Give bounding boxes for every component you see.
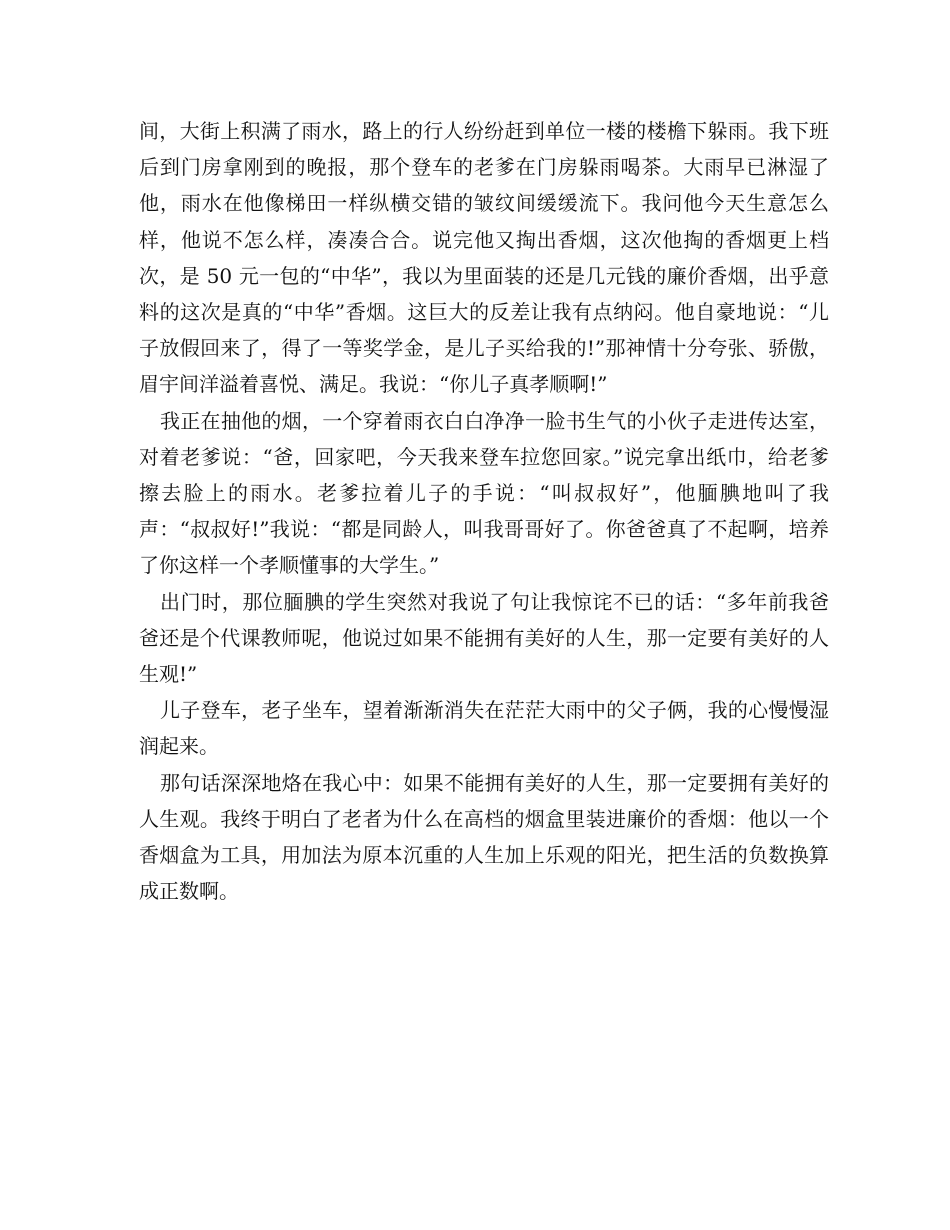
paragraph-4: 儿子登车，老子坐车，望着渐渐消失在茫茫大雨中的父子俩，我的心慢慢湿润起来。 — [139, 698, 829, 759]
paragraph-2: 我正在抽他的烟，一个穿着雨衣白白净净一脸书生气的小伙子走进传达室，对着老爹说：“爸，回家吧，今天我来登车拉您回家。”说完拿出纸巾，给老爹擦去脸上的雨水。老爹拉着儿子的手说：“叫叔叔好”，他腼腆地叫了我声：“叔叔好!”我说：“都是同龄人，叫我哥哥好了。你爸爸真了不起啊，培养了你这样一个孝顺懂事的大学生。” — [139, 408, 829, 578]
paragraph-3: 出门时，那位腼腆的学生突然对我说了句让我惊诧不已的话：“多年前我爸爸还是个代课教师呢，他说过如果不能拥有美好的人生，那一定要有美好的人生观!” — [139, 589, 829, 687]
paragraph-1: 间，大街上积满了雨水，路上的行人纷纷赶到单位一楼的楼檐下躲雨。我下班后到门房拿刚到的晚报，那个登车的老爹在门房躲雨喝茶。大雨早已淋湿了他，雨水在他像梯田一样纵横交错的皱纹间缓缓流下。我问他今天生意怎么样，他说不怎么样，凑凑合合。说完他又掏出香烟，这次他掏的香烟更上档次，是 50 元一包的“中华”，我以为里面装的还是几元钱的廉价香烟，出乎意料的这次是真的“中华”香烟。这巨大的反差让我有点纳闷。他自豪地说：“儿子放假回来了，得了一等奖学金，是儿子买给我的!”那神情十分夸张、骄傲，眉宇间洋溢着喜悦、满足。我说：“你儿子真孝顺啊!” — [139, 119, 829, 397]
article-body — [139, 113, 829, 909]
paragraph-5: 那句话深深地烙在我心中：如果不能拥有美好的人生，那一定要拥有美好的人生观。我终于明白了老者为什么在高档的烟盒里装进廉价的香烟：他以一个香烟盒为工具，用加法为原本沉重的人生加上乐观的阳光，把生活的负数换算成正数啊。 — [139, 770, 829, 904]
